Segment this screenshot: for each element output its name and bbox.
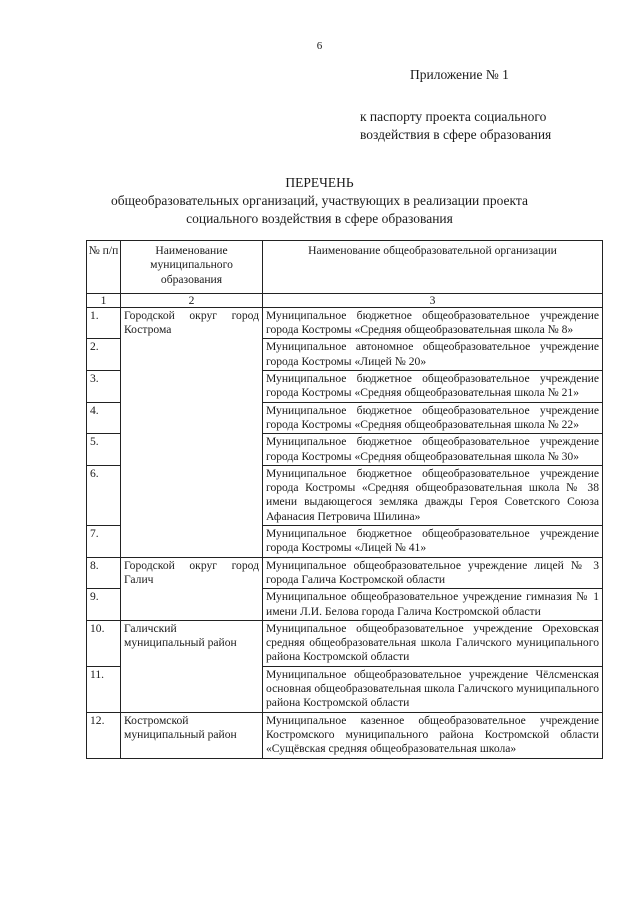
header-organization: Наименование общеобразовательной организации [263, 241, 603, 294]
organization-name: Муниципальное бюджетное общеобразовательное учреждение города Костромы «Средняя общеобразовательная школа № 38 имени выдающегося земляка дважды Героя Советского Союза Афанасия Петровича Шилина» [263, 465, 603, 525]
row-number: 7. [87, 526, 121, 558]
column-number: 2 [121, 293, 263, 307]
organization-name: Муниципальное бюджетное общеобразовательное учреждение города Костромы «Средняя общеобразовательная школа № 21» [263, 371, 603, 403]
row-number: 5. [87, 434, 121, 466]
organization-name: Муниципальное общеобразовательное учреждение Ореховская средняя общеобразовательная школа Галичского муниципального района Костромской области [263, 620, 603, 666]
heading-line: общеобразовательных организаций, участвующих в реализации проекта [111, 193, 528, 208]
municipality-name: Костромской муниципальный район [121, 712, 263, 758]
organization-name: Муниципальное общеобразовательное учреждение Чёлсменская основная общеобразовательная школа Галичского муниципального района Костромской области [263, 666, 603, 712]
document-heading [0, 174, 639, 228]
organizations-table [86, 240, 603, 759]
appendix-subtitle [360, 108, 551, 144]
row-number: 3. [87, 371, 121, 403]
heading-title: ПЕРЕЧЕНЬ [285, 175, 354, 190]
appendix-subtitle-line: к паспорту проекта социального [360, 109, 547, 124]
table-row [87, 307, 603, 339]
table-header-row [87, 241, 603, 294]
organization-name: Муниципальное общеобразовательное учреждение лицей № 3 города Галича Костромской области [263, 557, 603, 589]
column-number: 1 [87, 293, 121, 307]
table-row [87, 557, 603, 589]
row-number: 12. [87, 712, 121, 758]
municipality-name: Галичский муниципальный район [121, 620, 263, 712]
column-number: 3 [263, 293, 603, 307]
organization-name: Муниципальное бюджетное общеобразовательное учреждение города Костромы «Средняя общеобразовательная школа № 30» [263, 434, 603, 466]
column-numbers-row [87, 293, 603, 307]
appendix-subtitle-line: воздействия в сфере образования [360, 127, 552, 142]
row-number: 4. [87, 402, 121, 434]
row-number: 10. [87, 620, 121, 666]
row-number: 6. [87, 465, 121, 525]
table-row [87, 712, 603, 758]
organization-name: Муниципальное бюджетное общеобразовательное учреждение города Костромы «Лицей № 41» [263, 526, 603, 558]
municipality-name: Городской округ город Кострома [121, 307, 263, 557]
header-municipality: Наименование муниципального образования [121, 241, 263, 294]
table-row [87, 620, 603, 666]
heading-line: социального воздействия в сфере образования [186, 211, 453, 226]
row-number: 2. [87, 339, 121, 371]
organization-name: Муниципальное бюджетное общеобразовательное учреждение города Костромы «Средняя общеобразовательная школа № 8» [263, 307, 603, 339]
municipality-name: Городской округ город Галич [121, 557, 263, 620]
row-number: 8. [87, 557, 121, 589]
header-num: № п/п [87, 241, 121, 294]
organization-name: Муниципальное общеобразовательное учреждение гимназия № 1 имени Л.И. Белова города Галича Костромской области [263, 589, 603, 621]
row-number: 11. [87, 666, 121, 712]
row-number: 9. [87, 589, 121, 621]
organization-name: Муниципальное казенное общеобразовательное учреждение Костромского муниципального района Костромской области «Сущёвская средняя общеобразовательная школа» [263, 712, 603, 758]
page-number: 6 [316, 40, 323, 52]
organization-name: Муниципальное бюджетное общеобразовательное учреждение города Костромы «Средняя общеобразовательная школа № 22» [263, 402, 603, 434]
row-number: 1. [87, 307, 121, 339]
appendix-title: Приложение № 1 [410, 67, 509, 82]
organization-name: Муниципальное автономное общеобразовательное учреждение города Костромы «Лицей № 20» [263, 339, 603, 371]
